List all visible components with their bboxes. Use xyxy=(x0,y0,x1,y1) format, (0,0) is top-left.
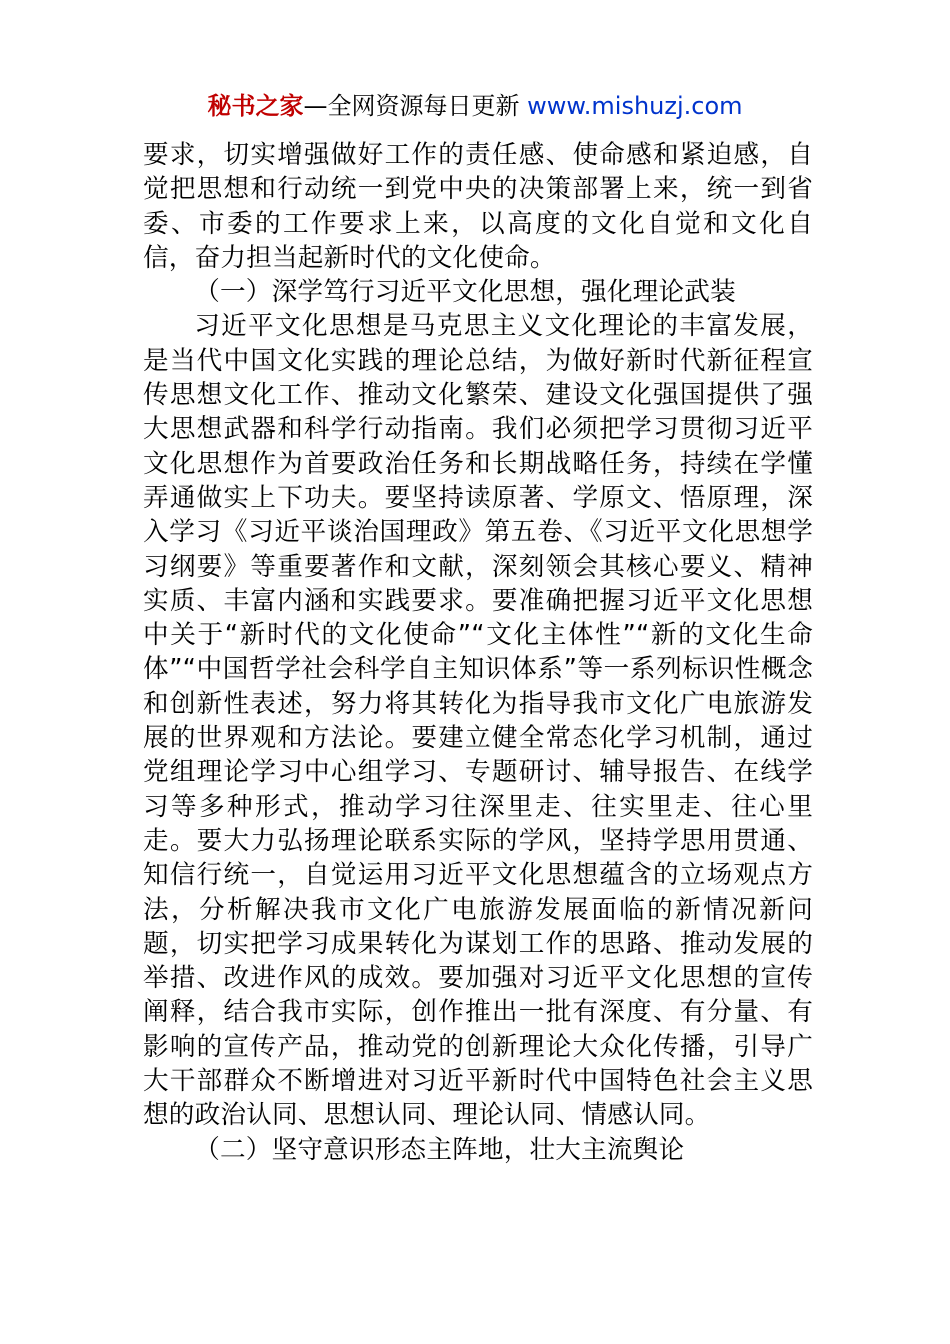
header-tagline: —全网资源每日更新 xyxy=(303,92,520,120)
paragraph-body: 习近平文化思想是马克思主义文化理论的丰富发展，是当代中国文化实践的理论总结，为做好新时代新征程宣传思想文化工作、推动文化繁荣、建设文化强国提供了强大思想武器和科学行动指南。我们必须把学习贯彻习近平文化思想作为首要政治任务和长期战略任务，持续在学懂弄通做实上下功夫。要坚持读原著、学原文、悟原理，深入学习《习近平谈治国理政》第五卷、《习近平文化思想学习纲要》等重要著作和文献，深刻领会其核心要义、精神实质、丰富内涵和实践要求。要准确把握习近平文化思想中关于“新时代的文化使命”“文化主体性”“新的文化生命体”“中国哲学社会科学自主知识体系”等一系列标识性概念和创新性表述，努力将其转化为指导我市文化广电旅游发展的世界观和方法论。要建立健全常态化学习机制，通过党组理论学习中心组学习、专题研讨、辅导报告、在线学习等多种形式，推动学习往深里走、往实里走、往心里走。要大力弘扬理论联系实际的学风，坚持学思用贯通、知信行统一，自觉运用习近平文化思想蕴含的立场观点方法，分析解决我市文化广电旅游发展面临的新情况新问题，切实把学习成果转化为谋划工作的思路、推动发展的举措、改进作风的成效。要加强对习近平文化思想的宣传阐释，结合我市实际，创作推出一批有深度、有分量、有影响的宣传产品，推动党的创新理论大众化传播，引导广大干部群众不断增进对习近平新时代中国特色社会主义思想的政治认同、思想认同、理论认同、情感认同。 xyxy=(143,311,813,1131)
brand-name: 秘书之家 xyxy=(207,92,304,120)
document-body xyxy=(143,138,813,1167)
page-header xyxy=(0,88,950,124)
section-heading-1: （一）深学笃行习近平文化思想，强化理论武装 xyxy=(194,277,736,308)
section-heading-2: （二）坚守意识形态主阵地，壮大主流舆论 xyxy=(194,1134,685,1165)
site-url[interactable]: www.mishuzj.com xyxy=(527,92,743,120)
paragraph-continuation: 要求，切实增强做好工作的责任感、使命感和紧迫感，自觉把思想和行动统一到党中央的决策部署上来，统一到省委、市委的工作要求上来，以高度的文化自觉和文化自信，奋力担当起新时代的文化使命。 xyxy=(143,140,813,273)
